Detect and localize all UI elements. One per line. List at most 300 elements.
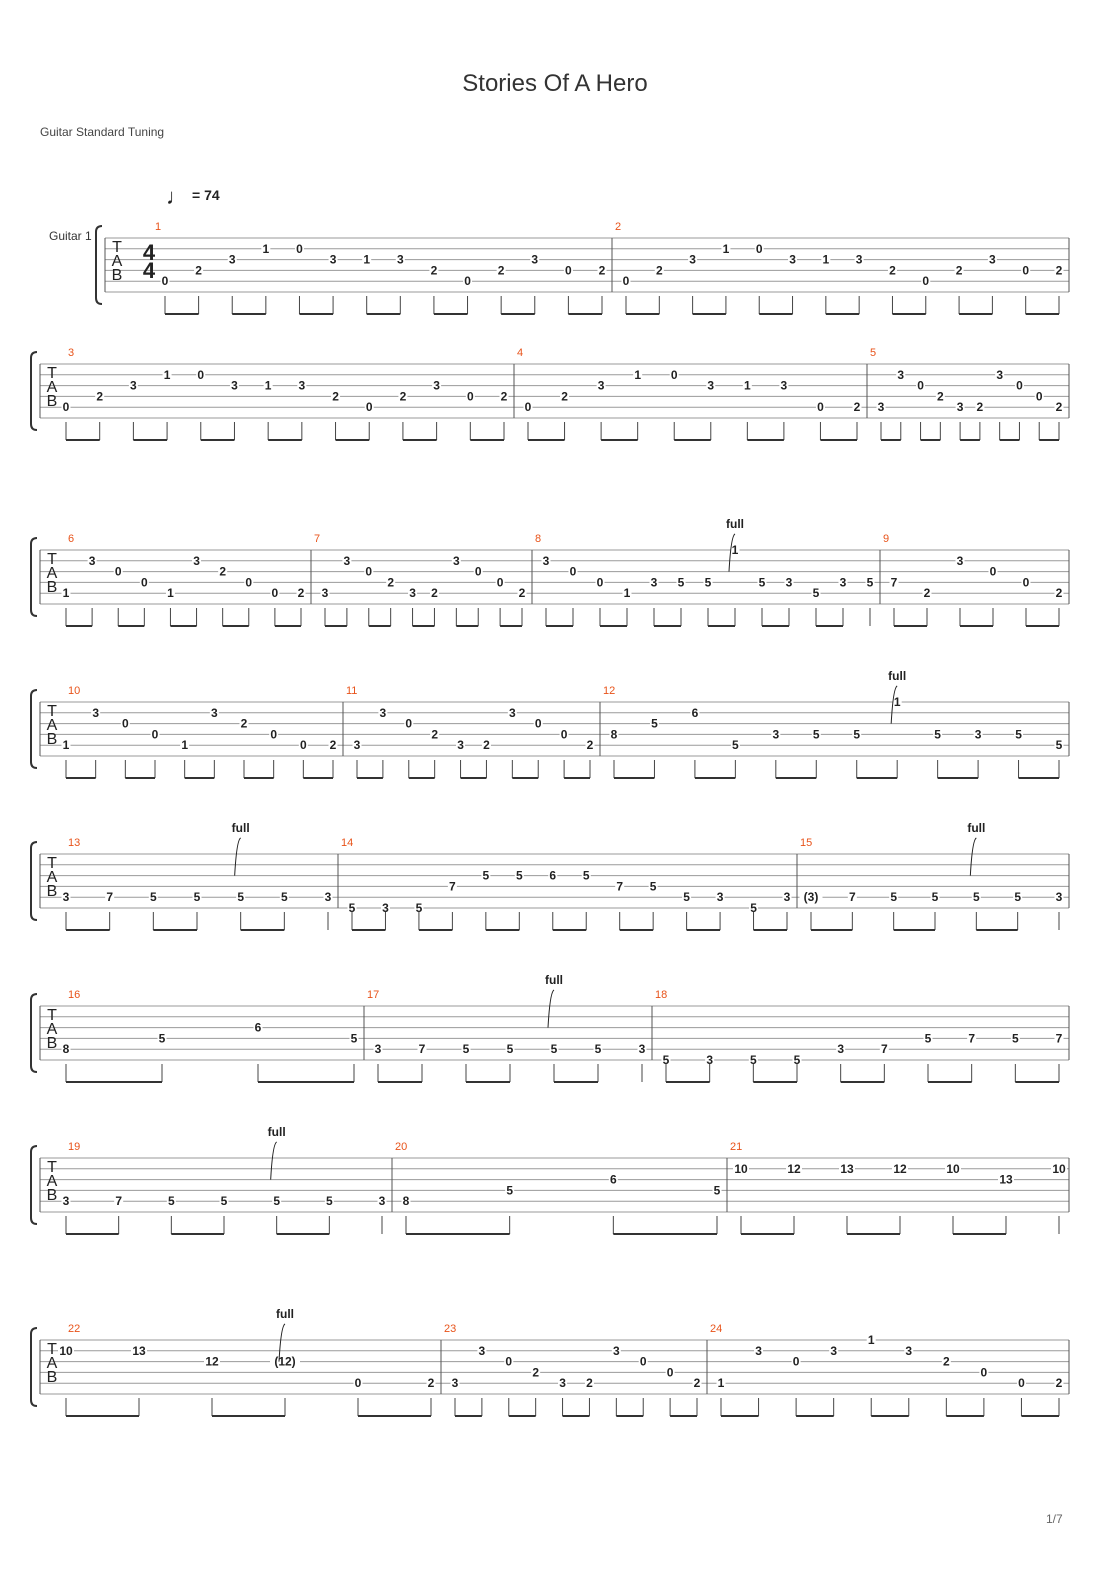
fret-number: 7 [616,879,624,894]
fret-number: 0 [197,367,205,382]
tab-clef-letter: A [46,1173,58,1190]
fret-number: 0 [270,727,278,742]
fret-number: 3 [531,252,539,267]
system-bracket [31,1146,37,1224]
fret-number: 3 [707,378,715,393]
fret-number: 6 [691,705,699,720]
fret-number: 2 [430,263,438,278]
fret-number: 12 [205,1354,219,1369]
measure-number: 23 [444,1323,457,1335]
tab-clef-letter: T [47,1341,57,1358]
fret-number: 0 [622,274,630,289]
fret-number: 2 [427,1376,435,1391]
fret-number: 10 [59,1343,73,1358]
fret-number: 8 [62,1042,70,1057]
fret-number: 0 [817,400,824,415]
tab-clef-letter: B [111,267,123,284]
fret-number: 0 [534,716,542,731]
fret-number: 0 [639,1354,647,1369]
fret-number: 2 [1055,400,1063,415]
fret-number: 5 [462,1042,470,1057]
fret-number: 3 [716,890,724,905]
fret-number: 5 [348,901,356,915]
tab-system [96,221,1069,314]
fret-number: 5 [713,1183,721,1198]
fret-number: 2 [942,1354,950,1369]
fret-number: 3 [353,738,361,753]
fret-number: 2 [853,400,861,415]
fret-number: 2 [1055,1376,1063,1391]
fret-number: 3 [612,1343,620,1358]
fret-number: 6 [549,868,557,883]
fret-number: 5 [149,890,157,905]
fret-number: 2 [518,586,526,601]
time-signature-digit: 4 [142,240,156,265]
fret-number: 3 [638,1042,646,1057]
system-bracket [31,842,37,920]
bend-label: full [231,821,250,835]
fret-number: 5 [934,727,941,742]
fret-number: 3 [193,553,200,568]
fret-number: 5 [325,1194,333,1209]
fret-number: 0 [1018,1376,1025,1391]
fret-number: 3 [789,252,796,267]
fret-number: 3 [324,890,332,905]
fret-number: 2 [497,263,505,278]
fret-number: 3 [559,1376,566,1391]
fret-number: 1 [363,252,371,267]
fret-number: (12) [274,1354,296,1369]
fret-number: 3 [396,252,404,267]
fret-number: 3 [785,575,793,590]
fret-number: 3 [830,1343,838,1358]
bend-label: full [276,1307,294,1321]
fret-number: 2 [399,389,407,404]
bend-label: full [888,669,907,683]
tab-clef-letter: B [46,1369,58,1386]
fret-number: 0 [792,1354,800,1369]
fret-number: 3 [755,1343,762,1358]
tab-system [31,669,1069,778]
fret-number: 3 [956,400,964,415]
tempo-value: = 74 [192,187,220,203]
fret-number: 5 [280,890,288,905]
measure-number: 12 [603,685,616,697]
fret-number: 3 [62,1194,70,1209]
fret-number: 2 [1055,263,1063,278]
tab-clef-letter: A [111,253,123,270]
fret-number: 2 [955,263,963,278]
measure-number: 15 [800,837,813,849]
fret-number: 1 [62,586,70,601]
fret-number: 0 [989,564,997,579]
measure-number: 14 [341,837,354,849]
fret-number: 5 [890,890,898,905]
measure-number: 6 [68,533,75,545]
page-number: 1/7 [1046,1512,1063,1526]
fret-number: 5 [1055,738,1063,753]
fret-number: 0 [62,400,70,415]
tab-clef-letter: A [46,869,58,886]
fret-number: 0 [1016,378,1023,393]
fret-number: 2 [598,263,606,278]
tab-clef-letter: T [47,365,57,382]
fret-number: 3 [329,252,337,267]
fret-number: 2 [483,738,490,753]
fret-number: 5 [167,1194,175,1209]
fret-number: 1 [731,543,739,557]
fret-number: 0 [917,378,924,393]
fret-number: 5 [1011,1031,1019,1046]
fret-number: 0 [405,716,413,731]
tab-clef-letter: B [46,1035,58,1052]
fret-number: 3 [451,1376,459,1391]
fret-number: 3 [433,378,440,393]
fret-number: 0 [560,727,568,742]
fret-number: 2 [219,564,227,579]
fret-number: 5 [853,727,861,742]
score-title: Stories Of A Hero [462,70,648,97]
fret-number: (3) [803,890,819,905]
tab-clef-letter: T [47,855,57,872]
fret-number: 0 [1022,263,1030,278]
fret-number: 0 [299,738,307,753]
fret-number: 0 [755,241,763,256]
measure-number: 4 [517,347,524,359]
measure-number: 1 [155,221,162,233]
measure-number: 17 [367,989,380,1001]
fret-number: 3 [88,553,96,568]
fret-number: 2 [532,1365,540,1380]
fret-number: 5 [866,575,874,590]
fret-number: 3 [542,553,550,568]
fret-number: 3 [877,400,885,415]
system-bracket [31,1328,37,1406]
fret-number: 3 [956,553,964,568]
fret-number: 6 [609,1172,617,1187]
fret-number: 3 [298,378,306,393]
fret-number: 3 [228,252,236,267]
fret-number: 3 [379,705,387,720]
fret-number: 5 [594,1042,602,1057]
fret-number: 3 [780,378,788,393]
fret-number: 3 [974,727,982,742]
fret-number: 0 [114,564,122,579]
fret-number: 5 [158,1031,166,1046]
bend-arrow [548,990,554,1028]
fret-number: 1 [623,586,631,601]
fret-number: 0 [464,274,471,289]
fret-number: 5 [758,575,766,590]
fret-number: 5 [749,1053,757,1067]
bend-label: full [726,517,744,531]
fret-number: 0 [565,263,572,278]
fret-number: 0 [596,575,604,590]
fret-number: 0 [296,241,303,256]
tab-clef-letter: A [46,717,58,734]
fret-number: 0 [161,274,169,289]
fret-number: 3 [783,890,791,905]
tab-clef-letter: A [46,565,58,582]
fret-number: 2 [1055,586,1063,601]
fret-number: 5 [1015,727,1022,742]
fret-number: 7 [1055,1031,1063,1046]
fret-number: 10 [946,1161,960,1176]
fret-number: 7 [418,1042,426,1057]
measure-number: 21 [730,1141,743,1153]
fret-number: 0 [365,564,373,579]
time-signature-digit: 4 [142,258,156,283]
fret-number: 3 [343,553,351,568]
fret-number: 5 [350,1031,358,1046]
measure-number: 9 [883,533,890,545]
fret-number: 1 [264,378,272,393]
fret-number: 5 [220,1194,228,1209]
fret-number: 5 [812,727,820,742]
fret-number: 5 [649,879,657,894]
measure-number: 11 [346,685,358,697]
fret-number: 7 [848,890,856,905]
fret-number: 3 [62,890,70,905]
fret-number: 3 [839,575,847,590]
tab-system [31,347,1069,440]
fret-number: 3 [92,705,100,720]
fret-number: 3 [1055,890,1063,905]
tab-clef-letter: B [46,731,58,748]
fret-number: 1 [743,378,751,393]
fret-number: 3 [837,1042,845,1057]
track-name: Guitar 1 [49,229,92,243]
fret-number: 2 [332,389,339,404]
fret-number: 0 [1022,575,1030,590]
system-bracket [31,538,37,616]
fret-number: 7 [880,1042,888,1057]
measure-number: 7 [314,533,321,545]
fret-number: 3 [231,378,238,393]
fret-number: 5 [515,868,523,883]
fret-number: 13 [132,1343,146,1358]
fret-number: 7 [968,1031,976,1046]
measure-number: 5 [870,347,877,359]
fret-number: 3 [478,1343,486,1358]
measure-number: 24 [710,1323,723,1335]
fret-number: 5 [924,1031,932,1046]
bend-arrow [235,838,241,876]
fret-number: 6 [254,1020,262,1035]
fret-number: 5 [732,738,739,753]
fret-number: 1 [163,367,171,382]
fret-number: 5 [582,868,590,883]
fret-number: 3 [905,1343,913,1358]
tab-system [31,973,1069,1082]
fret-number: 2 [96,389,104,404]
fret-number: 2 [431,727,439,742]
fret-number: 1 [634,367,642,382]
fret-number: 5 [750,901,757,915]
fret-number: 3 [321,586,329,601]
bend-label: full [545,973,563,987]
fret-number: 3 [382,901,389,915]
fret-number: 0 [365,400,373,415]
tab-clef-letter: B [46,1187,58,1204]
fret-number: 2 [297,586,305,601]
fret-number: 1 [722,241,730,256]
measure-number: 20 [395,1141,408,1153]
fret-number: 12 [893,1161,907,1176]
fret-number: 2 [889,263,896,278]
fret-number: 0 [505,1354,513,1369]
fret-number: 2 [936,389,944,404]
fret-number: 0 [670,367,678,382]
fret-number: 2 [976,400,984,415]
fret-number: 5 [415,901,423,915]
fret-number: 5 [193,890,201,905]
fret-number: 5 [506,1183,514,1198]
fret-number: 5 [793,1053,801,1067]
fret-number: 3 [597,378,605,393]
fret-number: 0 [1035,389,1043,404]
fret-number: 3 [996,367,1004,382]
fret-number: 2 [561,389,568,404]
fret-number: 0 [980,1365,988,1380]
fret-number: 13 [999,1172,1013,1187]
system-bracket [31,352,37,430]
fret-number: 2 [240,716,248,731]
fret-number: 2 [387,575,395,590]
tuning-label: Guitar Standard Tuning [40,125,165,139]
fret-number: 5 [550,1042,558,1057]
fret-number: 3 [989,252,996,267]
system-bracket [31,690,37,768]
fret-number: 2 [586,738,594,753]
measure-number: 8 [535,533,542,545]
fret-number: 0 [354,1376,362,1391]
tab-system [31,821,1069,930]
fret-number: 1 [717,1376,725,1391]
fret-number: 5 [506,1042,514,1057]
tab-clef-letter: T [47,703,57,720]
fret-number: 12 [787,1161,801,1176]
tab-clef-letter: T [47,1159,57,1176]
fret-number: 0 [474,564,482,579]
tab-clef-letter: A [46,1355,58,1372]
tab-clef-letter: B [46,393,58,410]
tab-clef-letter: T [47,551,57,568]
fret-number: 2 [500,389,508,404]
fret-number: 7 [449,879,456,894]
fret-number: 3 [772,727,780,742]
fret-number: 7 [115,1194,123,1209]
fret-number: 3 [689,252,696,267]
fret-number: 3 [457,738,464,753]
tab-system [31,517,1069,626]
fret-number: 0 [666,1365,674,1380]
fret-number: 1 [893,695,901,709]
bend-label: full [967,821,986,835]
bend-arrow [970,838,976,876]
tab-clef-letter: A [46,1021,58,1038]
fret-number: 2 [693,1376,701,1391]
tab-clef-letter: A [46,379,58,396]
measure-number: 2 [615,221,622,233]
fret-number: 1 [181,738,189,753]
fret-number: 0 [569,564,577,579]
fret-number: 2 [329,738,337,753]
fret-number: 5 [677,575,685,590]
measure-number: 13 [68,837,81,849]
fret-number: 5 [482,868,490,883]
measure-number: 10 [68,685,81,697]
fret-number: 10 [1052,1161,1066,1176]
fret-number: 3 [130,378,137,393]
fret-number: 2 [195,263,202,278]
fret-number: 1 [822,252,830,267]
tab-clef-letter: T [47,1007,57,1024]
fret-number: 3 [378,1194,386,1209]
fret-number: 13 [840,1161,854,1176]
half-note-icon: ♩ [166,184,188,209]
tab-system [31,1125,1069,1234]
measure-number: 18 [655,989,668,1001]
fret-number: 8 [610,727,618,742]
fret-number: 2 [923,586,931,601]
system-bracket [31,994,37,1072]
measure-number: 19 [68,1141,81,1153]
fret-number: 3 [210,705,218,720]
fret-number: 0 [496,575,504,590]
fret-number: 8 [402,1194,410,1209]
fret-number: 3 [409,586,416,601]
fret-number: 5 [237,890,245,905]
fret-number: 10 [734,1161,748,1176]
fret-number: 0 [151,727,159,742]
fret-number: 2 [655,263,663,278]
fret-number: 3 [508,705,516,720]
fret-number: 1 [867,1333,875,1347]
fret-number: 0 [140,575,148,590]
fret-number: 5 [651,716,658,731]
tab-clef-letter: T [112,239,122,256]
fret-number: 5 [972,890,980,905]
measure-number: 3 [68,347,75,359]
fret-number: 0 [922,274,930,289]
measure-number: 16 [68,989,81,1001]
bend-label: full [267,1125,286,1139]
fret-number: 0 [121,716,129,731]
fret-number: 1 [62,738,70,753]
fret-number: 3 [452,553,460,568]
fret-number: 5 [662,1053,670,1067]
fret-number: 3 [374,1042,382,1057]
tab-system [31,1307,1069,1416]
system-bracket [96,226,102,304]
fret-number: 5 [704,575,712,590]
fret-number: 5 [683,890,690,905]
fret-number: 3 [650,575,658,590]
fret-number: 7 [106,890,114,905]
fret-number: 0 [524,400,532,415]
fret-number: 3 [706,1053,714,1067]
fret-number: 0 [271,586,279,601]
fret-number: 2 [586,1376,593,1391]
fret-number: 3 [855,252,863,267]
fret-number: 2 [431,586,438,601]
measure-number: 22 [68,1323,81,1335]
fret-number: 5 [931,890,939,905]
bend-arrow [271,1142,277,1180]
tab-clef-letter: B [46,579,58,596]
fret-number: 0 [245,575,253,590]
